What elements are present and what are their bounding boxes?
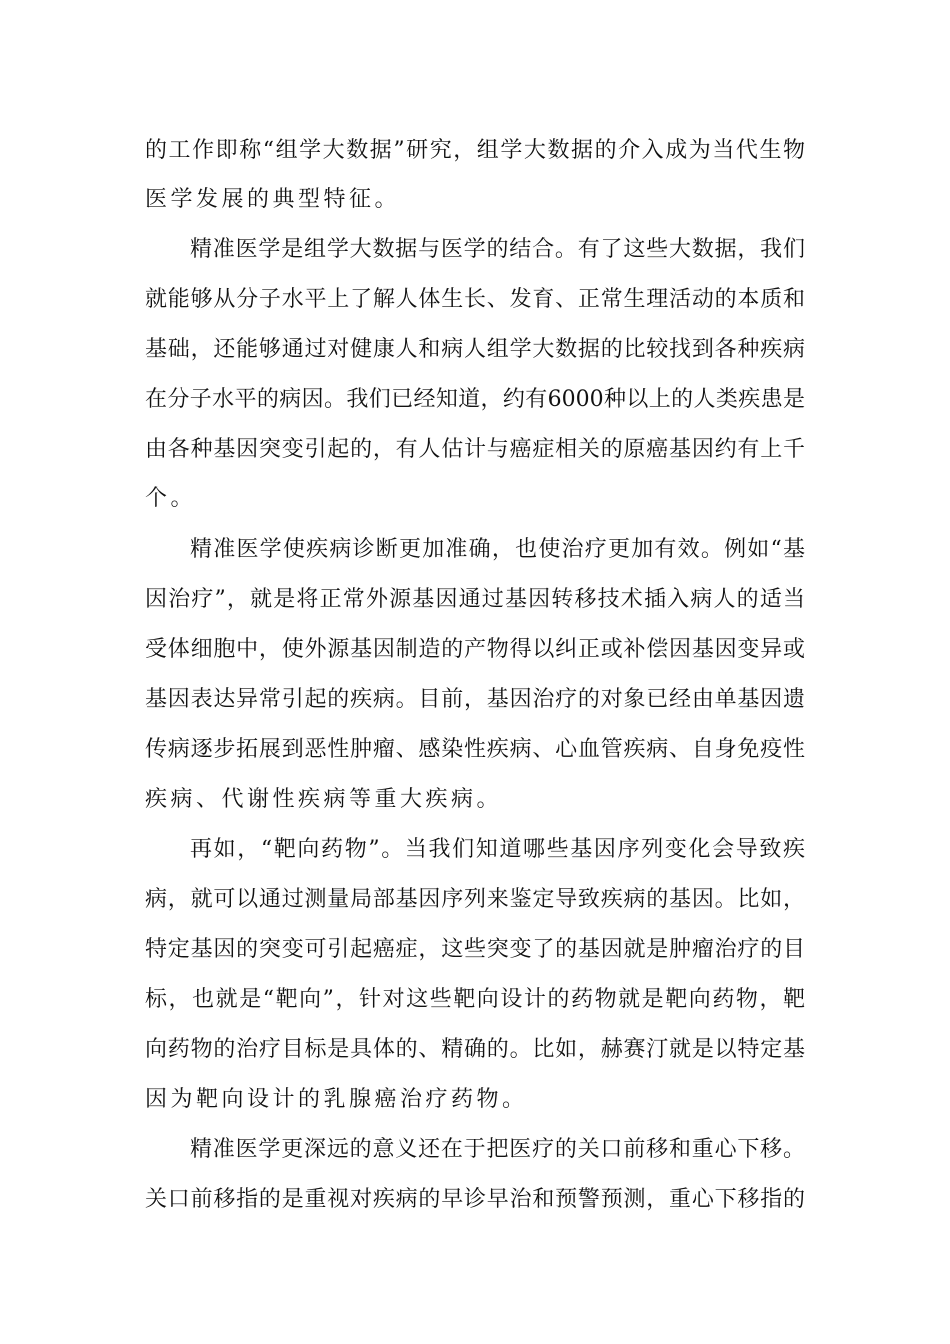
text-line: 基因表达异常引起的疾病。目前，基因治疗的对象已经由单基因遗 [145, 687, 805, 712]
text-line: 医学发展的典型特征。 [145, 187, 401, 212]
text-line: 由各种基因突变引起的，有人估计与癌症相关的原癌基因约有上千 [145, 437, 805, 462]
text-line: 标，也就是“靶向”，针对这些靶向设计的药物就是靶向药物，靶 [145, 987, 805, 1012]
text-line: 在分子水平的病因。我们已经知道，约有6000种以上的人类疾患是 [145, 387, 805, 412]
text-line: 精准医学是组学大数据与医学的结合。有了这些大数据，我们 [190, 237, 805, 262]
text-line: 就能够从分子水平上了解人体生长、发育、正常生理活动的本质和 [145, 287, 805, 312]
text-line: 个。 [145, 486, 197, 511]
text-line: 向药物的治疗目标是具体的、精确的。比如，赫赛汀就是以特定基 [145, 1037, 805, 1062]
text-line: 精准医学更深远的意义还在于把医疗的关口前移和重心下移。 [190, 1137, 805, 1162]
text-line: 的工作即称“组学大数据”研究，组学大数据的介入成为当代生物 [145, 138, 805, 163]
text-line: 疾病、代谢性疾病等重大疾病。 [145, 787, 503, 812]
text-line: 传病逐步拓展到恶性肿瘤、感染性疾病、心血管疾病、自身免疫性 [145, 737, 805, 762]
text-line: 特定基因的突变可引起癌症，这些突变了的基因就是肿瘤治疗的目 [145, 937, 805, 962]
text-line: 因为靶向设计的乳腺癌治疗药物。 [145, 1087, 528, 1112]
text-line: 受体细胞中，使外源基因制造的产物得以纠正或补偿因基因变异或 [145, 637, 805, 662]
text-line: 精准医学使疾病诊断更加准确，也使治疗更加有效。例如“基 [190, 537, 805, 562]
text-line: 基础，还能够通过对健康人和病人组学大数据的比较找到各种疾病 [145, 337, 805, 362]
text-line: 关口前移指的是重视对疾病的早诊早治和预警预测，重心下移指的 [145, 1187, 805, 1212]
text-line: 病，就可以通过测量局部基因序列来鉴定导致疾病的基因。比如， [145, 887, 805, 912]
text-line: 再如，“靶向药物”。当我们知道哪些基因序列变化会导致疾 [190, 837, 805, 862]
text-line: 因治疗”，就是将正常外源基因通过基因转移技术插入病人的适当 [145, 587, 805, 612]
